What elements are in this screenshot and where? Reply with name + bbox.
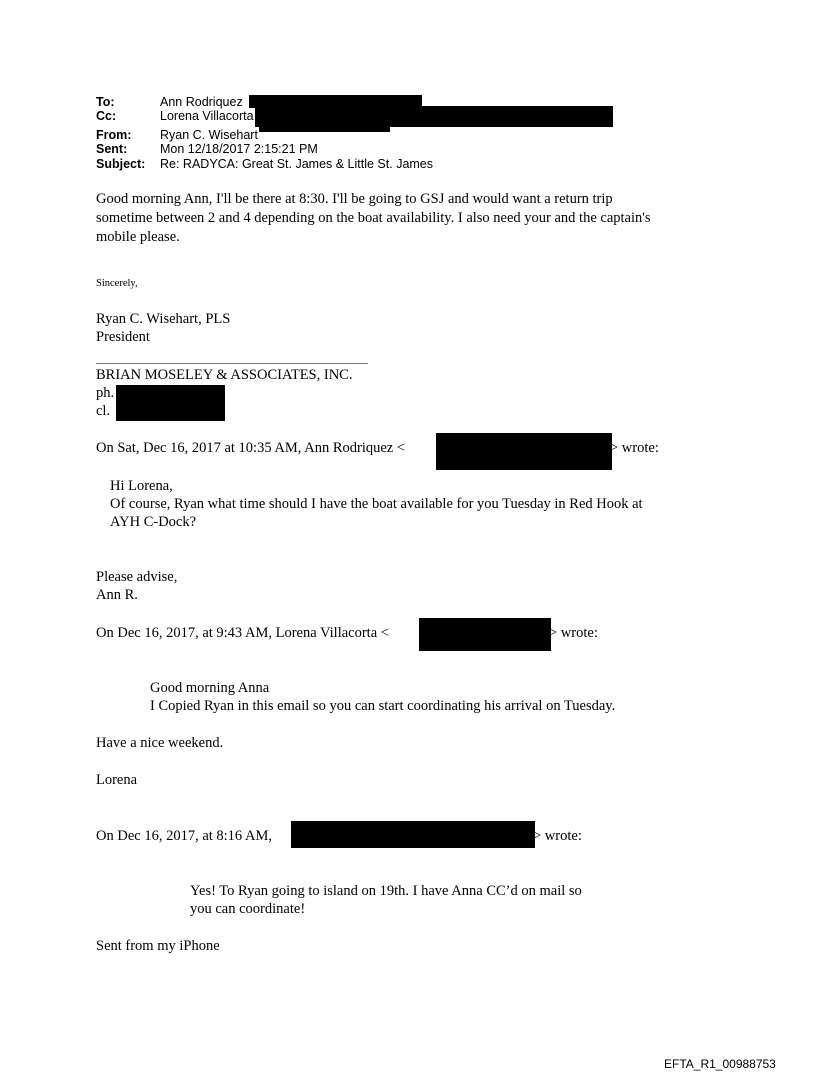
cc-value: Lorena Villacorta (160, 109, 254, 123)
document-id: EFTA_R1_00988753 (664, 1057, 776, 1071)
quote3-intro-prefix: On Dec 16, 2017, at 8:16 AM, (96, 828, 272, 844)
redaction-box (291, 821, 535, 848)
quote2-line: Good morning Anna (150, 680, 270, 696)
quote2-intro-suffix: > wrote: (549, 625, 598, 641)
subject-label: Subject: (96, 157, 146, 171)
quote3-sent-from: Sent from my iPhone (96, 938, 220, 954)
signature-name: Ryan C. Wisehart, PLS (96, 311, 231, 327)
quote3-intro-suffix: > wrote: (533, 828, 582, 844)
quote1-line: AYH C-Dock? (110, 514, 197, 530)
quote2-sign: Lorena (96, 772, 138, 788)
to-label: To: (96, 95, 115, 109)
redaction-box (116, 385, 225, 421)
redaction-box (259, 120, 390, 132)
phone-label: ph. (96, 385, 115, 401)
sincerely-text: Sincerely, (96, 278, 138, 289)
quote1-intro-suffix: > wrote: (610, 440, 659, 456)
quote1-greeting: Hi Lorena, (110, 478, 173, 494)
quote3-line: you can coordinate! (190, 901, 306, 917)
from-value: Ryan C. Wisehart (160, 128, 258, 142)
sent-value: Mon 12/18/2017 2:15:21 PM (160, 142, 318, 156)
quote3-line: Yes! To Ryan going to island on 19th. I have Anna CC’d on mail so (190, 883, 582, 899)
quote2-intro-prefix: On Dec 16, 2017, at 9:43 AM, Lorena Villacorta < (96, 625, 389, 641)
cc-label: Cc: (96, 109, 117, 123)
redaction-box (436, 433, 612, 470)
quote1-advise: Please advise, (96, 569, 178, 585)
signature-divider (96, 363, 368, 364)
quote2-weekend: Have a nice weekend. (96, 735, 224, 751)
quote1-line: Of course, Ryan what time should I have the boat available for you Tuesday in Red Hook at (110, 496, 643, 512)
cell-label: cl. (96, 403, 111, 419)
quote2-line: I Copied Ryan in this email so you can start coordinating his arrival on Tuesday. (150, 698, 616, 714)
quote1-sign: Ann R. (96, 587, 138, 603)
reply-line: Good morning Ann, I'll be there at 8:30. I'll be going to GSJ and would want a return trip (96, 191, 613, 207)
quote1-intro-prefix: On Sat, Dec 16, 2017 at 10:35 AM, Ann Rodriquez < (96, 440, 406, 456)
reply-line: mobile please. (96, 229, 180, 245)
subject-value: Re: RADYCA: Great St. James & Little St. James (160, 157, 434, 171)
reply-line: sometime between 2 and 4 depending on the boat availability. I also need your and the captain's (96, 210, 651, 226)
redaction-box (419, 618, 551, 651)
signature-title: President (96, 329, 150, 345)
company-name: BRIAN MOSELEY & ASSOCIATES, INC. (96, 367, 353, 383)
from-label: From: (96, 128, 132, 142)
sent-label: Sent: (96, 142, 128, 156)
reply-body (96, 190, 651, 247)
to-value: Ann Rodriquez (160, 95, 243, 109)
